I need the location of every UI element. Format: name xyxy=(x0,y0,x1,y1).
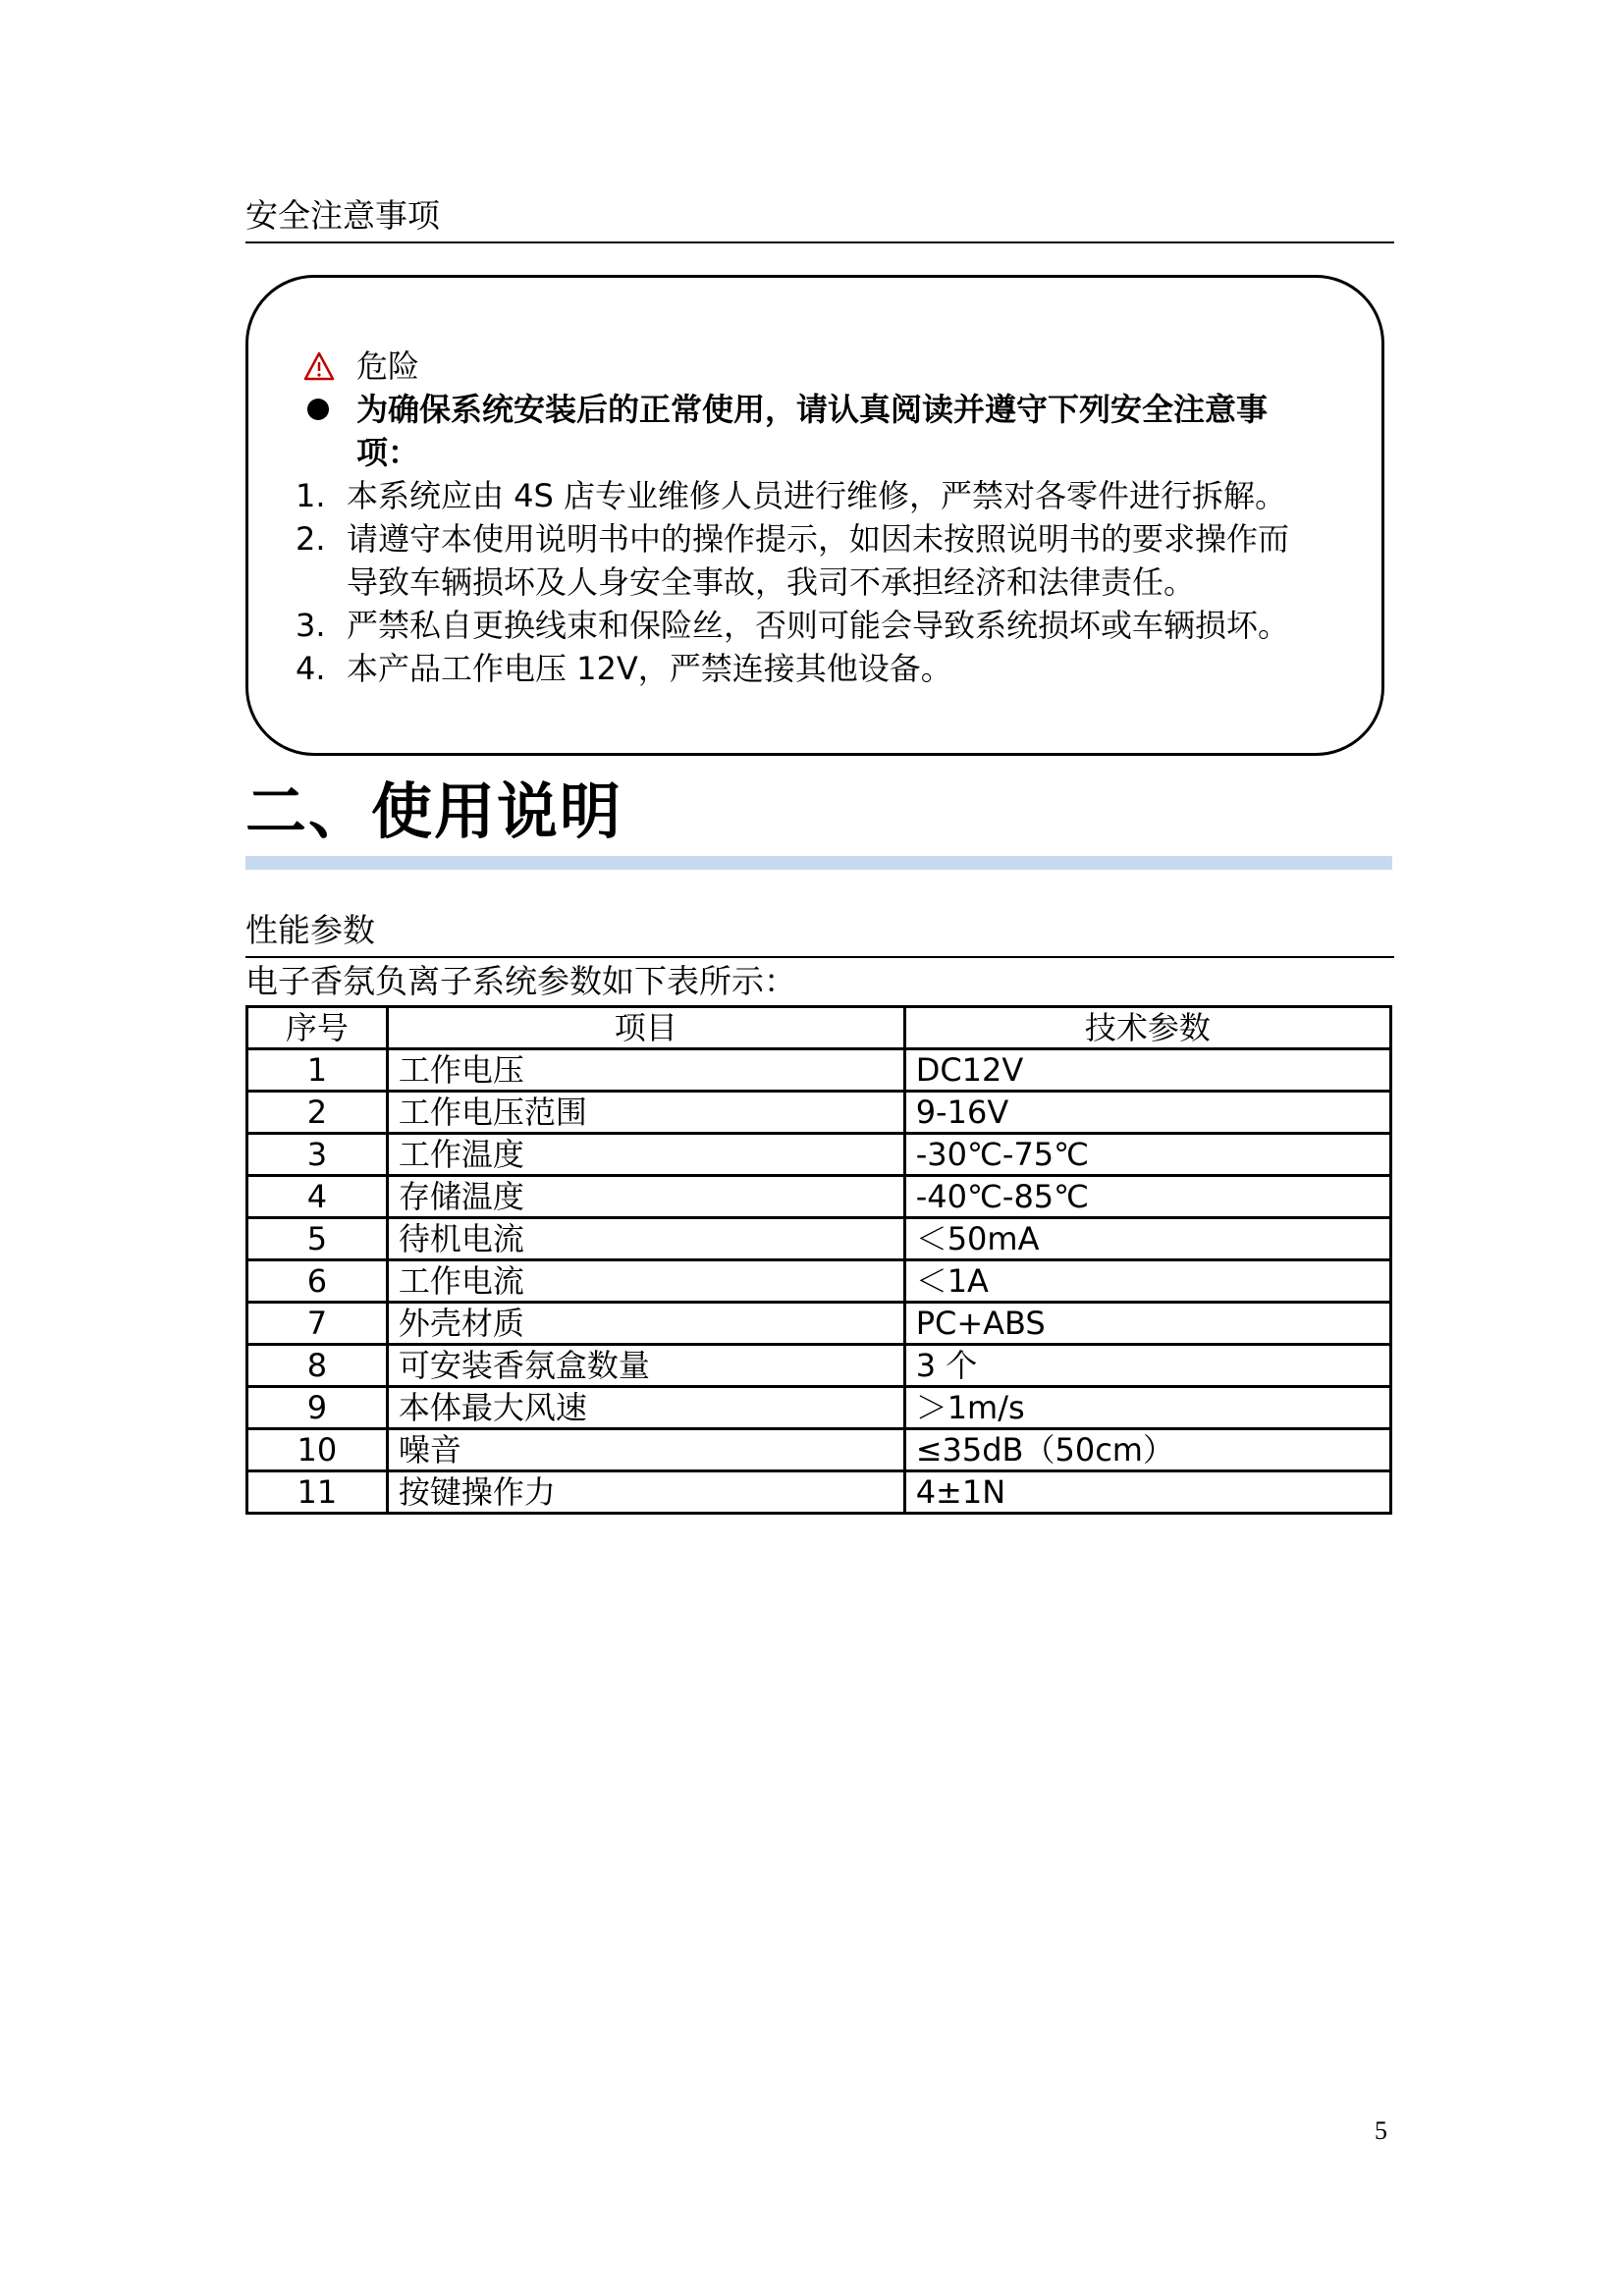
safety-item-line: 本产品工作电压 12V，严禁连接其他设备。 xyxy=(347,650,952,687)
safety-item-number: 4. xyxy=(296,650,326,687)
danger-notice-box xyxy=(245,275,1384,756)
cell-num: 6 xyxy=(247,1260,388,1303)
cell-item: 待机电流 xyxy=(387,1218,904,1260)
safety-item-line: 严禁私自更换线束和保险丝，否则可能会导致系统损坏或车辆损坏。 xyxy=(347,607,1290,644)
cell-num: 7 xyxy=(247,1303,388,1345)
cell-item: 工作电流 xyxy=(387,1260,904,1303)
safety-item-line: 请遵守本使用说明书中的操作提示，如因未按照说明书的要求操作而 xyxy=(347,520,1290,558)
cell-value: 3 个 xyxy=(904,1345,1390,1387)
table-row xyxy=(247,1176,1391,1218)
table-row xyxy=(247,1387,1391,1429)
safety-item-number: 3. xyxy=(296,607,326,644)
performance-heading: 性能参数 xyxy=(245,911,1394,958)
safety-item-text xyxy=(347,474,1286,517)
safety-item xyxy=(296,647,1342,690)
cell-value: ＜50mA xyxy=(904,1218,1390,1260)
table-row xyxy=(247,1092,1391,1134)
cell-num: 1 xyxy=(247,1049,388,1092)
cell-value: ＞1m/s xyxy=(904,1387,1390,1429)
bullet-text xyxy=(356,388,1268,474)
cell-num: 3 xyxy=(247,1134,388,1176)
table-row xyxy=(247,1471,1391,1514)
cell-item: 按键操作力 xyxy=(387,1471,904,1514)
title-underline-bar xyxy=(245,856,1392,870)
safety-item-text xyxy=(347,604,1289,647)
cell-item: 工作电压范围 xyxy=(387,1092,904,1134)
danger-label-row xyxy=(296,345,1342,388)
cell-item: 噪音 xyxy=(387,1429,904,1471)
safety-item xyxy=(296,474,1342,517)
table-row xyxy=(247,1218,1391,1260)
cell-num: 8 xyxy=(247,1345,388,1387)
safety-item-text xyxy=(347,647,952,690)
cell-item: 外壳材质 xyxy=(387,1303,904,1345)
usage-title: 二、使用说明 xyxy=(245,775,623,847)
table-intro: 电子香氛负离子系统参数如下表所示： xyxy=(245,962,796,1000)
cell-value: ≤35dB（50cm） xyxy=(904,1429,1390,1471)
table-row xyxy=(247,1134,1391,1176)
bullet-dot-icon xyxy=(307,399,329,420)
table-row xyxy=(247,1345,1391,1387)
safety-item-line: 本系统应由 4S 店专业维修人员进行维修，严禁对各零件进行拆解。 xyxy=(347,477,1287,514)
safety-item xyxy=(296,604,1342,647)
safety-item xyxy=(296,517,1342,604)
bullet-text-line: 为确保系统安装后的正常使用，请认真阅读并遵守下列安全注意事 xyxy=(356,391,1269,428)
cell-item: 工作温度 xyxy=(387,1134,904,1176)
cell-value: 9-16V xyxy=(904,1092,1390,1134)
cell-item: 本体最大风速 xyxy=(387,1387,904,1429)
cell-value: -40℃-85℃ xyxy=(904,1176,1390,1218)
cell-num: 10 xyxy=(247,1429,388,1471)
cell-num: 5 xyxy=(247,1218,388,1260)
cell-num: 11 xyxy=(247,1471,388,1514)
safety-item-number: 2. xyxy=(296,520,326,558)
table-row xyxy=(247,1429,1391,1471)
table-row xyxy=(247,1049,1391,1092)
cell-value: PC+ABS xyxy=(904,1303,1390,1345)
cell-item: 可安装香氛盒数量 xyxy=(387,1345,904,1387)
cell-num: 4 xyxy=(247,1176,388,1218)
header-num: 序号 xyxy=(247,1007,388,1049)
safety-items-list xyxy=(296,474,1342,690)
cell-item: 存储温度 xyxy=(387,1176,904,1218)
cell-value: ＜1A xyxy=(904,1260,1390,1303)
safety-item-text xyxy=(347,517,1289,604)
safety-item-line: 导致车辆损坏及人身安全事故，我司不承担经济和法律责任。 xyxy=(347,563,1196,601)
cell-value: -30℃-75℃ xyxy=(904,1134,1390,1176)
cell-value: 4±1N xyxy=(904,1471,1390,1514)
bullet-text-line: 项： xyxy=(356,434,420,471)
table-row xyxy=(247,1303,1391,1345)
safety-heading: 安全注意事项 xyxy=(245,196,1394,243)
header-item: 项目 xyxy=(387,1007,904,1049)
cell-value: DC12V xyxy=(904,1049,1390,1092)
table-body xyxy=(247,1049,1391,1514)
header-value: 技术参数 xyxy=(904,1007,1390,1049)
table-row xyxy=(247,1260,1391,1303)
parameters-table xyxy=(245,1005,1392,1515)
table-header-row xyxy=(247,1007,1391,1049)
warning-triangle-icon xyxy=(303,350,335,382)
safety-item-number: 1. xyxy=(296,477,326,514)
cell-num: 9 xyxy=(247,1387,388,1429)
danger-notice-content xyxy=(296,345,1342,690)
page-number: 5 xyxy=(1375,2116,1387,2145)
danger-label: 危险 xyxy=(356,347,420,385)
cell-num: 2 xyxy=(247,1092,388,1134)
bullet-notice xyxy=(296,388,1342,474)
cell-item: 工作电压 xyxy=(387,1049,904,1092)
